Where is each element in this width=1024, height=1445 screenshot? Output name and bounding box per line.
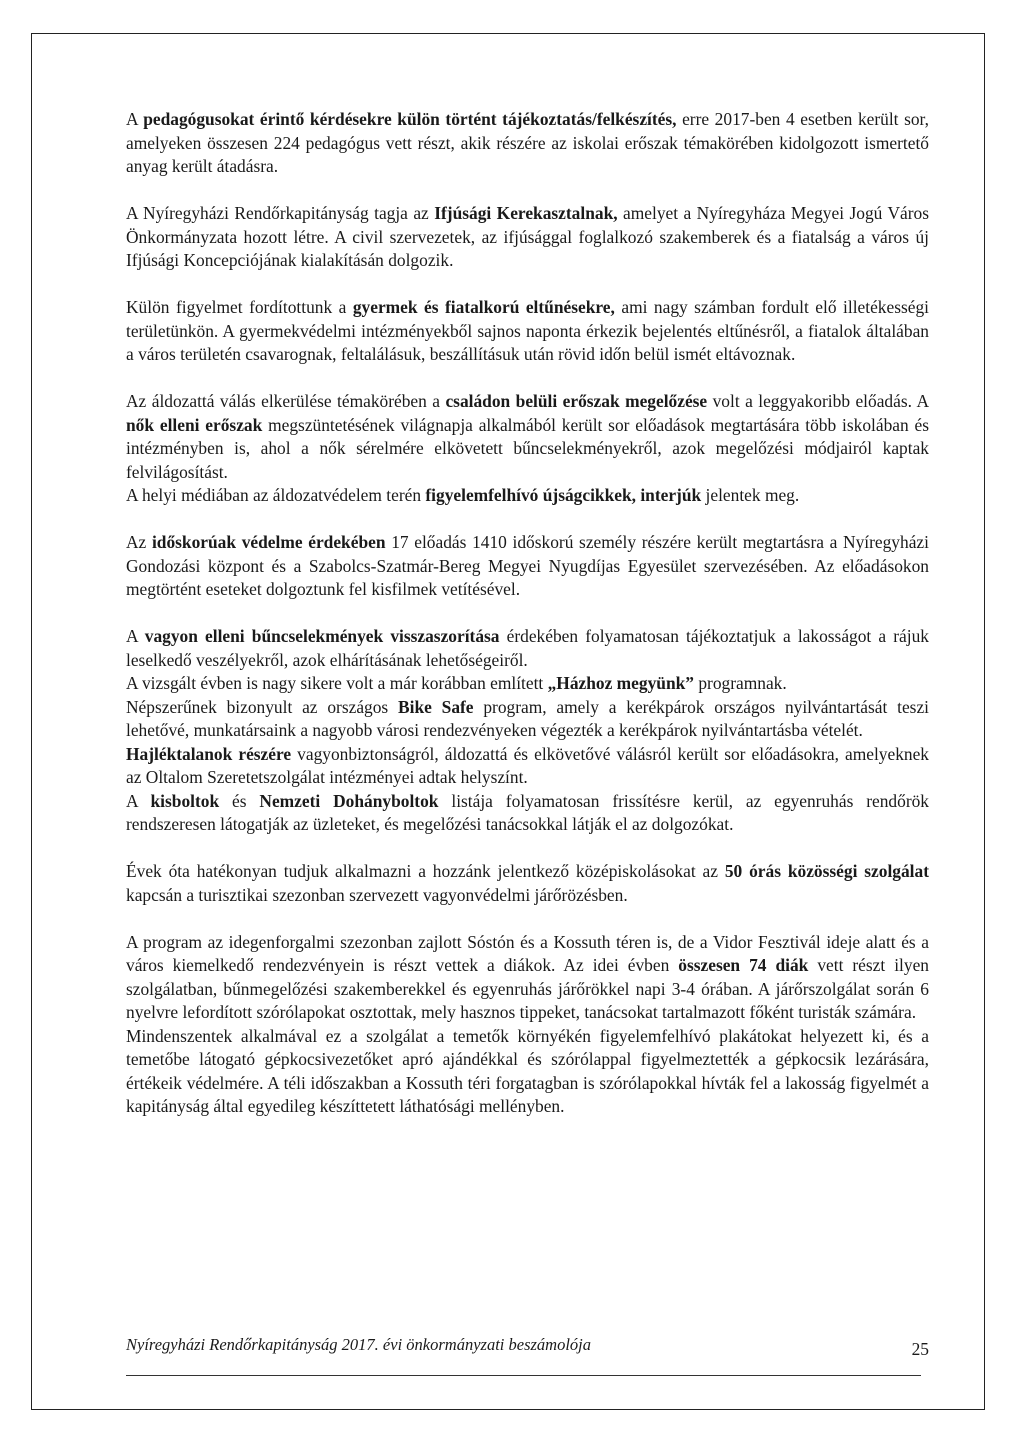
paragraph-missing-children (126, 296, 929, 367)
body-text: erre 2017-ben 4 esetben került sor, amelyeken összesen 224 pedagógus vett részt, akik részére az iskolai erőszak témakörében kidolgozott ismertető anyag került átadásra. (126, 109, 929, 176)
emphasis-text: 50 órás közösségi szolgálat (724, 861, 929, 881)
body-text: vagyonbiztonságról, áldozattá és elkövetővé válásról került sor előadásokra, amelyeknek az Oltalom Szeretetszolgálat intézményei adtak helyszínt. (126, 743, 929, 787)
emphasis-text: vagyon elleni bűncselekmények visszaszorítása (144, 626, 500, 646)
body-text: program, amely a kerékpárok országos nyilvántartását teszi lehetővé, munkatársaink a nagyobb városi rendezvényeken végezték a kerékpárok nyilvántartásba vételét. (126, 696, 929, 740)
body-text: vett részt ilyen szolgálatban, bűnmegelőzési szakemberekkel és egyenruhás járőrökkel napi 3-4 órában. A járőrszolgálat során 6 nyelvre lefordított szórólapokat osztottak, mely hasznos tippeket, tanácsokat tartalmazott főként turisták számára. (126, 955, 929, 1022)
body-text: Mindenszentek alkalmával ez a szolgálat a temetők környékén figyelemfelhívó plakátokat helyezett ki, és a temetőbe látogató gépkocsivezetőket apró ajándékkal és szórólappal figyelmeztették a gépkocsik lezárására, értékeik védelmére. A téli időszakban a Kossuth téri forgatagban is szórólapokkal hívták fel a lakosság figyelmét a kapitányság által egyedileg készíttetett láthatósági mellényben. (126, 1025, 929, 1116)
body-text: ami nagy számban fordult elő illetékességi területünkön. A gyermekvédelmi intézményekből sajnos naponta érkezik bejelentés eltűnésről, a fiatalok általában a város területén csavarognak, feltalálásuk, beszállításuk után rövid időn belül ismét eltávoznak. (126, 297, 929, 364)
emphasis-text: gyermek és fiatalkorú eltűnésekre, (352, 297, 615, 317)
paragraph-youth-roundtable (126, 202, 929, 273)
body-text: A program az idegenforgalmi szezonban zajlott Sóstón és a Kossuth téren is, de a Vidor Fesztivál ideje alatt és a város kiemelkedő rendezvényein is részt vettek a diákok. Az idei évben (126, 931, 929, 975)
emphasis-text: Hajléktalanok részére (126, 743, 292, 764)
paragraph-media-awareness (126, 484, 929, 508)
body-text: Az áldozattá válás elkerülése témakörében a (126, 391, 446, 411)
body-text: Évek óta hatékonyan tudjuk alkalmazni a hozzánk jelentkező középiskolásokat az (126, 861, 725, 881)
body-text: A vizsgált évben is nagy sikere volt a már korábban említett (126, 673, 548, 693)
body-text: Külön figyelmet fordítottunk a (126, 297, 353, 317)
emphasis-text: pedagógusokat érintő kérdésekre külön történt tájékoztatás/felkészítés, (143, 109, 677, 129)
body-text: kapcsán a turisztikai szezonban szervezett vagyonvédelmi járőrözésben. (126, 884, 628, 905)
body-text: 17 előadás 1410 időskorú személy részére került megtartásra a Nyíregyházi Gondozási központ és a Szabolcs-Szatmár-Bereg Megyei Nyugdíjas Egyesület szervezésében. Az előadásokon megtörtént eseteket dolgoztunk fel kisfilmek vetítésével. (126, 532, 929, 599)
emphasis-text: „Házhoz megyünk” (547, 673, 694, 693)
paragraph-hazhoz-megyunk (126, 672, 929, 696)
paragraph-community-service (126, 860, 929, 907)
footer-title: Nyíregyházi Rendőrkapitányság 2017. évi önkormányzati beszámolója (126, 1335, 591, 1354)
paragraph-homeless (126, 743, 929, 790)
paragraph-bike-safe (126, 696, 929, 743)
body-text: programnak. (694, 673, 787, 693)
body-text: Népszerűnek bizonyult az országos (126, 696, 399, 717)
page-footer (126, 1335, 929, 1375)
paragraph-property-crime (126, 625, 929, 672)
paragraph-tobacco-shops (126, 790, 929, 837)
body-text: A (126, 790, 151, 811)
body-text: A (126, 626, 145, 646)
paragraph-teacher-briefings (126, 108, 929, 179)
body-text: megszüntetésének világnapja alkalmából került sor előadások megtartására több iskolában és intézményben is, ahol a nők sérelmére elkövetett bűncselekményekről, azok megelőzési módjairól kaptak felvilágosítást. (126, 414, 929, 482)
emphasis-text: Nemzeti Dohányboltok (259, 790, 439, 811)
body-text: amelyet a Nyíregyháza Megyei Jogú Város Önkormányzata hozott létre. A civil szervezetek, az ifjúsággal foglalkozó szakemberek és a fiatalság a város új Ifjúsági Koncepciójának kialakításán dolgozik. (126, 203, 929, 270)
emphasis-text: Ifjúsági Kerekasztalnak, (434, 203, 618, 223)
paragraph-elderly-protection (126, 531, 929, 602)
paragraph-student-patrols (126, 931, 929, 1025)
body-text: érdekében folyamatosan tájékoztatjuk a lakosságot a rájuk leselkedő veszélyekről, azok elhárításának lehetőségeiről. (126, 626, 929, 670)
emphasis-text: nők elleni erőszak (126, 414, 263, 435)
body-text: A (126, 109, 144, 129)
emphasis-text: figyelemfelhívó újságcikkek, interjúk (425, 485, 702, 505)
body-text: volt a leggyakoribb előadás. A (707, 391, 929, 411)
emphasis-text: kisboltok (150, 790, 220, 811)
body-text: Az (126, 532, 152, 552)
emphasis-text: Bike Safe (398, 696, 474, 717)
emphasis-text: összesen 74 diák (678, 955, 809, 975)
body-text: jelentek meg. (701, 485, 800, 505)
body-text: A Nyíregyházi Rendőrkapitányság tagja az (126, 203, 435, 223)
emphasis-text: családon belüli erőszak megelőzése (445, 391, 708, 411)
footer-rule (126, 1375, 921, 1376)
body-text: listája folyamatosan frissítésre kerül, az egyenruhás rendőrök rendszeresen látogatják az üzleteket, és megelőzési tanácsokkal látják el az dolgozókat. (126, 790, 929, 834)
paragraph-domestic-violence (126, 390, 929, 484)
body-text: és (219, 790, 260, 811)
document-body (126, 108, 929, 1119)
body-text: A helyi médiában az áldozatvédelem terén (126, 485, 426, 505)
paragraph-all-saints (126, 1025, 929, 1119)
page-number: 25 (911, 1339, 929, 1359)
emphasis-text: időskorúak védelme érdekében (151, 532, 386, 552)
